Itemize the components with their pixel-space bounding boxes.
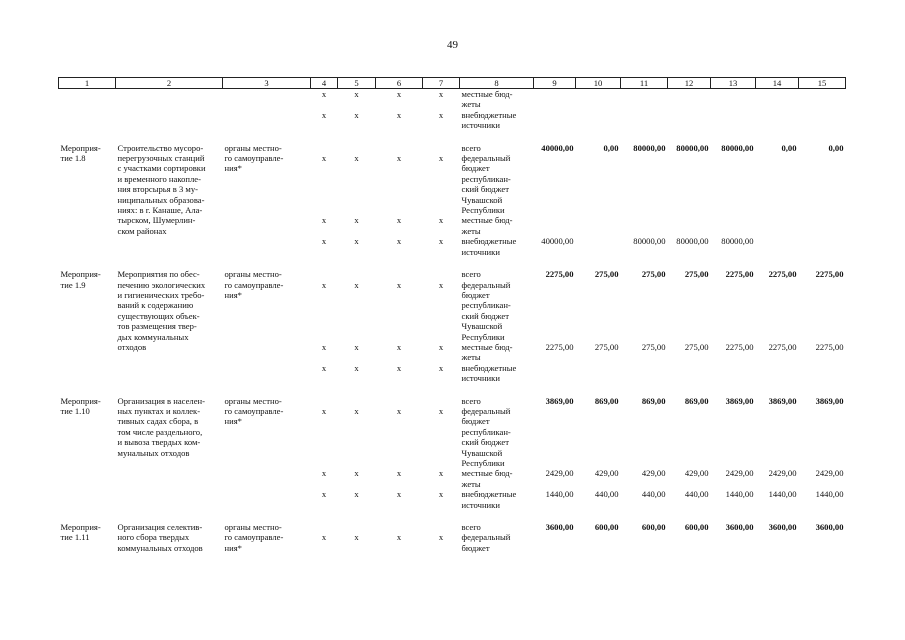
budget-value: 1440,00 xyxy=(815,489,844,500)
budget-value: 1440,00 xyxy=(725,489,754,500)
x-mark: x xyxy=(438,153,444,164)
budget-value xyxy=(576,153,621,215)
column-number: 2 xyxy=(116,78,223,89)
x-mark xyxy=(338,522,376,532)
table-row xyxy=(59,396,846,406)
budget-value xyxy=(756,363,799,384)
column-number: 10 xyxy=(576,78,621,89)
x-mark: x xyxy=(321,468,327,479)
budget-value xyxy=(621,153,668,215)
budget-value: 80000,00 xyxy=(676,142,709,153)
funding-source: федеральный бюджет xyxy=(461,532,511,553)
budget-value xyxy=(576,215,621,236)
x-mark: x xyxy=(354,341,359,352)
budget-value: 3869,00 xyxy=(545,395,574,406)
x-mark xyxy=(311,143,338,153)
budget-value: 600,00 xyxy=(684,522,709,533)
budget-value xyxy=(756,215,799,236)
table-row xyxy=(59,110,846,131)
budget-value xyxy=(668,532,711,553)
budget-value: 80000,00 xyxy=(676,236,709,247)
page-number: 49 xyxy=(447,39,458,51)
budget-value xyxy=(711,153,756,215)
row-spacer xyxy=(59,384,846,396)
x-mark xyxy=(376,269,423,279)
budget-value: 429,00 xyxy=(641,468,666,479)
budget-value: 275,00 xyxy=(684,341,709,352)
funding-source: местные бюд- жеты xyxy=(461,341,513,363)
x-mark: x xyxy=(396,279,402,290)
budget-value xyxy=(576,363,621,384)
budget-value xyxy=(534,406,576,468)
budget-value xyxy=(756,153,799,215)
budget-value xyxy=(576,406,621,468)
budget-value: 429,00 xyxy=(684,468,709,479)
x-mark: x xyxy=(321,236,327,247)
budget-value: 40000,00 xyxy=(541,236,574,247)
budget-value xyxy=(799,280,846,342)
budget-value xyxy=(621,363,668,384)
x-mark: x xyxy=(396,109,402,120)
budget-value: 3600,00 xyxy=(768,522,797,533)
x-mark: x xyxy=(438,489,444,500)
x-mark: x xyxy=(354,153,359,164)
x-mark: x xyxy=(396,153,402,164)
x-mark xyxy=(338,143,376,153)
budget-value: 600,00 xyxy=(594,522,619,533)
budget-value xyxy=(756,406,799,468)
budget-value: 80000,00 xyxy=(633,236,666,247)
x-mark: x xyxy=(321,489,327,500)
x-mark: x xyxy=(396,468,402,479)
budget-value xyxy=(534,532,576,553)
budget-value: 1440,00 xyxy=(768,489,797,500)
funding-source: федеральный бюджет республикан- ский бюджет Чувашской Республики xyxy=(461,153,511,216)
budget-value xyxy=(621,532,668,553)
budget-value: 2275,00 xyxy=(768,269,797,280)
table-row xyxy=(59,269,846,279)
budget-value xyxy=(668,280,711,342)
budget-value: 275,00 xyxy=(641,269,666,280)
budget-value: 2275,00 xyxy=(768,341,797,352)
budget-value xyxy=(534,280,576,342)
budget-value: 869,00 xyxy=(684,395,709,406)
budget-value xyxy=(668,153,711,215)
budget-value xyxy=(711,532,756,553)
budget-value xyxy=(711,406,756,468)
budget-value xyxy=(756,532,799,553)
budget-value: 2429,00 xyxy=(815,468,844,479)
column-numbers-row xyxy=(59,78,846,89)
budget-value: 275,00 xyxy=(594,269,619,280)
budget-value: 3869,00 xyxy=(768,395,797,406)
funding-source: всего xyxy=(461,142,481,153)
x-mark: x xyxy=(354,215,359,226)
funding-source: внебюджетные источники xyxy=(461,109,517,131)
budget-value: 869,00 xyxy=(641,395,666,406)
budget-value: 0,00 xyxy=(603,142,619,153)
x-mark xyxy=(311,396,338,406)
x-mark xyxy=(423,143,460,153)
x-mark: x xyxy=(396,532,402,543)
column-number: 7 xyxy=(423,78,460,89)
x-mark: x xyxy=(396,362,402,373)
x-mark: x xyxy=(321,215,327,226)
budget-value: 275,00 xyxy=(594,341,619,352)
budget-value: 3600,00 xyxy=(815,522,844,533)
budget-value xyxy=(576,236,621,257)
measure-executor: органы местно- го самоуправле- ния* xyxy=(224,395,284,427)
x-mark: x xyxy=(321,89,327,99)
x-mark: x xyxy=(354,279,359,290)
budget-value xyxy=(756,236,799,257)
funding-source: внебюджетные источники xyxy=(461,236,517,257)
budget-value xyxy=(621,406,668,468)
budget-value xyxy=(534,215,576,236)
funding-source: всего xyxy=(461,522,481,533)
column-number: 3 xyxy=(223,78,311,89)
x-mark: x xyxy=(321,341,327,352)
x-mark: x xyxy=(354,236,359,247)
table-row xyxy=(59,143,846,153)
budget-value xyxy=(621,280,668,342)
budget-value xyxy=(756,280,799,342)
budget-value xyxy=(799,215,846,236)
x-mark: x xyxy=(321,279,327,290)
x-mark: x xyxy=(396,341,402,352)
column-number: 4 xyxy=(311,78,338,89)
budget-value: 275,00 xyxy=(641,341,666,352)
funding-source: местные бюд- жеты xyxy=(461,468,513,489)
measure-title: Мероприятия по обес- печению экологических и гигиенических требо- ваний к содержанию существующих объек- тов размещения твер- дых коммунальных отходов xyxy=(117,269,206,352)
budget-value xyxy=(534,153,576,215)
budget-value: 3600,00 xyxy=(545,522,574,533)
x-mark xyxy=(376,522,423,532)
x-mark: x xyxy=(396,236,402,247)
x-mark xyxy=(423,396,460,406)
x-mark xyxy=(338,396,376,406)
funding-source: внебюджетные источники xyxy=(461,362,517,384)
x-mark xyxy=(311,269,338,279)
x-mark: x xyxy=(396,489,402,500)
x-mark: x xyxy=(438,279,444,290)
x-mark: x xyxy=(396,89,402,99)
x-mark: x xyxy=(321,362,327,373)
x-mark: x xyxy=(438,405,444,416)
budget-value: 3869,00 xyxy=(725,395,754,406)
x-mark xyxy=(311,522,338,532)
x-mark: x xyxy=(321,153,327,164)
row-spacer xyxy=(59,131,846,143)
budget-value xyxy=(799,532,846,553)
x-mark xyxy=(376,396,423,406)
table-row xyxy=(59,522,846,532)
x-mark: x xyxy=(354,362,359,373)
x-mark xyxy=(423,269,460,279)
budget-value xyxy=(799,153,846,215)
table-row xyxy=(59,89,846,110)
x-mark: x xyxy=(321,109,327,120)
table-body xyxy=(59,89,846,554)
column-number: 15 xyxy=(799,78,846,89)
x-mark xyxy=(376,143,423,153)
budget-value: 1440,00 xyxy=(545,489,574,500)
budget-value: 2429,00 xyxy=(768,468,797,479)
measure-executor: органы местно- го самоуправле- ния* xyxy=(224,142,284,174)
column-number: 12 xyxy=(668,78,711,89)
budget-value xyxy=(668,215,711,236)
budget-value xyxy=(711,280,756,342)
column-number: 1 xyxy=(59,78,116,89)
x-mark: x xyxy=(438,89,444,99)
x-mark: x xyxy=(438,236,444,247)
budget-value: 440,00 xyxy=(594,489,619,500)
funding-source: всего xyxy=(461,269,481,280)
budget-value xyxy=(799,406,846,468)
budget-value: 2275,00 xyxy=(815,269,844,280)
budget-value: 40000,00 xyxy=(541,142,574,153)
budget-value xyxy=(621,215,668,236)
x-mark: x xyxy=(396,405,402,416)
budget-value: 2429,00 xyxy=(545,468,574,479)
budget-value xyxy=(799,236,846,257)
column-number: 6 xyxy=(376,78,423,89)
measure-title: Организация в населен- ных пунктах и коллек- тивных садах сбора, в том числе раздельного, и вывоза твердых ком- мунальных отходов xyxy=(117,395,205,458)
measure-code: Мероприя- тие 1.8 xyxy=(60,142,101,164)
budget-value: 80000,00 xyxy=(721,142,754,153)
row-spacer xyxy=(59,257,846,269)
x-mark: x xyxy=(321,405,327,416)
funding-source: федеральный бюджет республикан- ский бюджет Чувашской Республики xyxy=(461,279,511,342)
x-mark: x xyxy=(354,532,359,543)
budget-value: 429,00 xyxy=(594,468,619,479)
x-mark xyxy=(338,269,376,279)
budget-value: 869,00 xyxy=(594,395,619,406)
budget-value xyxy=(576,280,621,342)
x-mark: x xyxy=(354,489,359,500)
x-mark: x xyxy=(396,215,402,226)
column-number: 5 xyxy=(338,78,376,89)
x-mark: x xyxy=(354,109,359,120)
budget-value: 80000,00 xyxy=(633,142,666,153)
budget-value: 80000,00 xyxy=(721,236,754,247)
budget-value: 0,00 xyxy=(781,142,797,153)
funding-source: федеральный бюджет республикан- ский бюджет Чувашской Республики xyxy=(461,405,511,468)
budget-value xyxy=(576,532,621,553)
column-number: 13 xyxy=(711,78,756,89)
row-spacer xyxy=(59,510,846,522)
x-mark xyxy=(423,522,460,532)
measure-code: Мероприя- тие 1.11 xyxy=(60,522,101,543)
column-number: 14 xyxy=(756,78,799,89)
x-mark: x xyxy=(354,468,359,479)
budget-value xyxy=(711,215,756,236)
budget-value xyxy=(799,363,846,384)
measure-code: Мероприя- тие 1.10 xyxy=(60,395,101,416)
funding-source: всего xyxy=(461,395,481,406)
x-mark: x xyxy=(354,405,359,416)
budget-value: 2275,00 xyxy=(545,341,574,352)
x-mark: x xyxy=(438,532,444,543)
budget-value: 3600,00 xyxy=(725,522,754,533)
x-mark: x xyxy=(438,362,444,373)
budget-value xyxy=(534,363,576,384)
budget-value: 3869,00 xyxy=(815,395,844,406)
budget-value: 440,00 xyxy=(684,489,709,500)
budget-value: 2275,00 xyxy=(725,269,754,280)
budget-value xyxy=(711,363,756,384)
measure-code: Мероприя- тие 1.9 xyxy=(60,269,101,290)
budget-value: 2275,00 xyxy=(545,269,574,280)
column-number: 11 xyxy=(621,78,668,89)
measure-title: Строительство мусоро- перегрузочных станций с участками сортировки и временного накопле- ния вторсырья в 3 му- ниципальных образова- ниях: в г. Канаше, Ала- тырском, Шумерлин- ском районах xyxy=(117,142,206,236)
x-mark: x xyxy=(438,468,444,479)
x-mark: x xyxy=(354,89,359,99)
x-mark: x xyxy=(321,532,327,543)
budget-value: 0,00 xyxy=(828,142,844,153)
budget-value: 275,00 xyxy=(684,269,709,280)
x-mark: x xyxy=(438,109,444,120)
column-number: 9 xyxy=(534,78,576,89)
budget-value xyxy=(668,406,711,468)
column-number: 8 xyxy=(460,78,534,89)
budget-value: 2429,00 xyxy=(725,468,754,479)
budget-value: 440,00 xyxy=(641,489,666,500)
measure-executor: органы местно- го самоуправле- ния* xyxy=(224,522,284,553)
funding-source: внебюджетные источники xyxy=(461,489,517,510)
funding-source: местные бюд- жеты xyxy=(461,215,513,236)
measure-executor: органы местно- го самоуправле- ния* xyxy=(224,269,284,300)
budget-value: 2275,00 xyxy=(725,341,754,352)
budget-value: 600,00 xyxy=(641,522,666,533)
x-mark: x xyxy=(438,341,444,352)
funding-source: местные бюд- жеты xyxy=(461,89,513,110)
measure-title: Организация селектив- ного сбора твердых коммунальных отходов xyxy=(117,522,203,553)
x-mark: x xyxy=(438,215,444,226)
budget-table xyxy=(58,77,846,553)
budget-value: 2275,00 xyxy=(815,341,844,352)
budget-value xyxy=(668,363,711,384)
